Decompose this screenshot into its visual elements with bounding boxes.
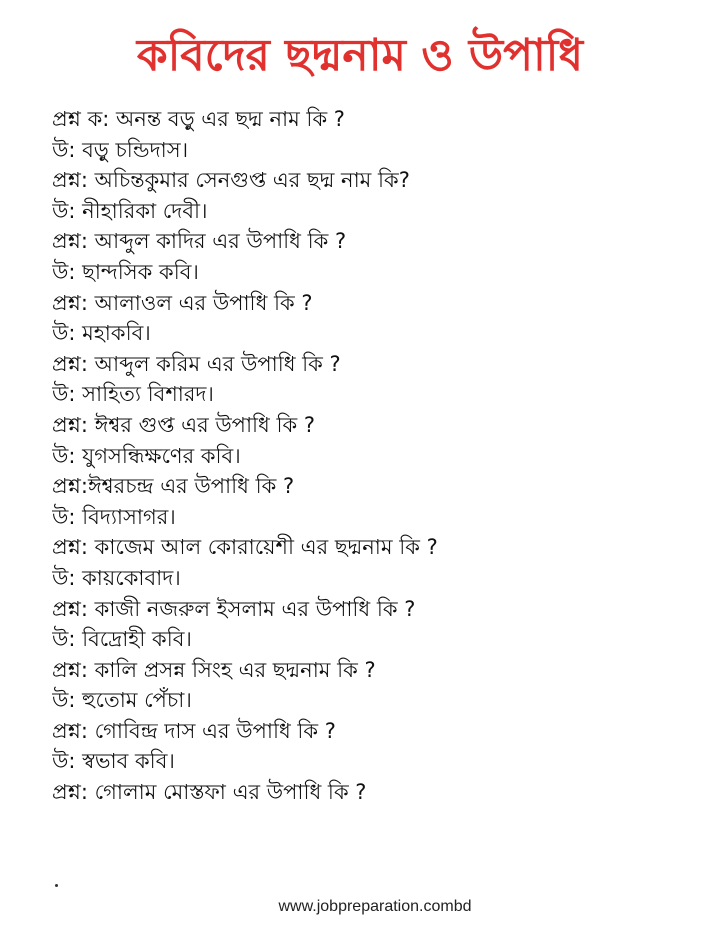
footer-website: www.jobpreparation.combd <box>278 898 472 915</box>
question-line: প্রশ্ন: ঈশ্বর গুপ্ত এর উপাধি কি ? <box>52 412 316 437</box>
question-line: প্রশ্ন: গোলাম মোস্তফা এর উপাধি কি ? <box>52 780 367 805</box>
answer-line: উ: স্বভাব কবি। <box>52 749 175 774</box>
question-line: প্রশ্ন: আব্দুল করিম এর উপাধি কি ? <box>52 351 341 376</box>
answer-line: উ: বড়ু চন্ডিদাস। <box>52 137 189 162</box>
answer-line: উ: বিদ্রোহী কবি। <box>52 627 192 652</box>
answer-line: উ: যুগসন্ধিক্ষণের কবি। <box>52 443 241 468</box>
question-line: প্রশ্ন: কাজী নজরুল ইসলাম এর উপাধি কি ? <box>52 596 416 621</box>
answer-line: উ: হুতোম পেঁচা। <box>52 688 192 713</box>
question-line: প্রশ্ন: গোবিন্দ্র দাস এর উপাধি কি ? <box>52 718 336 743</box>
question-line: প্রশ্ন: অচিন্তকুমার সেনগুপ্ত এর ছদ্ম নাম কি? <box>52 168 410 193</box>
question-line: প্রশ্ন ক: অনন্ত বড়ু এর ছদ্ম নাম কি ? <box>52 107 345 131</box>
question-line: প্রশ্ন: আব্দুল কাদির এর উপাধি কি ? <box>52 229 347 254</box>
answer-line: উ: মহাকবি। <box>52 321 151 346</box>
stray-dot <box>55 884 58 887</box>
answer-line: উ: কায়কোবাদ। <box>52 565 181 590</box>
answer-line: উ: সাহিত্য বিশারদ। <box>52 382 214 407</box>
answer-line: উ: ছান্দসিক কবি। <box>52 259 199 284</box>
question-line: প্রশ্ন: আলাওল এর উপাধি কি ? <box>52 290 313 315</box>
question-line: প্রশ্ন:ঈশ্বরচন্দ্র এর উপাধি কি ? <box>52 474 295 499</box>
question-line: প্রশ্ন: কাজেম আল কোরায়েশী এর ছদ্মনাম কি ? <box>52 535 438 560</box>
page-title: কবিদের ছদ্মনাম ও উপাধি <box>136 30 584 81</box>
qa-list <box>52 104 690 808</box>
question-line: প্রশ্ন: কালি প্রসন্ন সিংহ এর ছদ্মনাম কি ? <box>52 657 376 682</box>
answer-line: উ: বিদ্যাসাগর। <box>52 504 176 529</box>
answer-line: উ: নীহারিকা দেবী। <box>52 198 208 223</box>
